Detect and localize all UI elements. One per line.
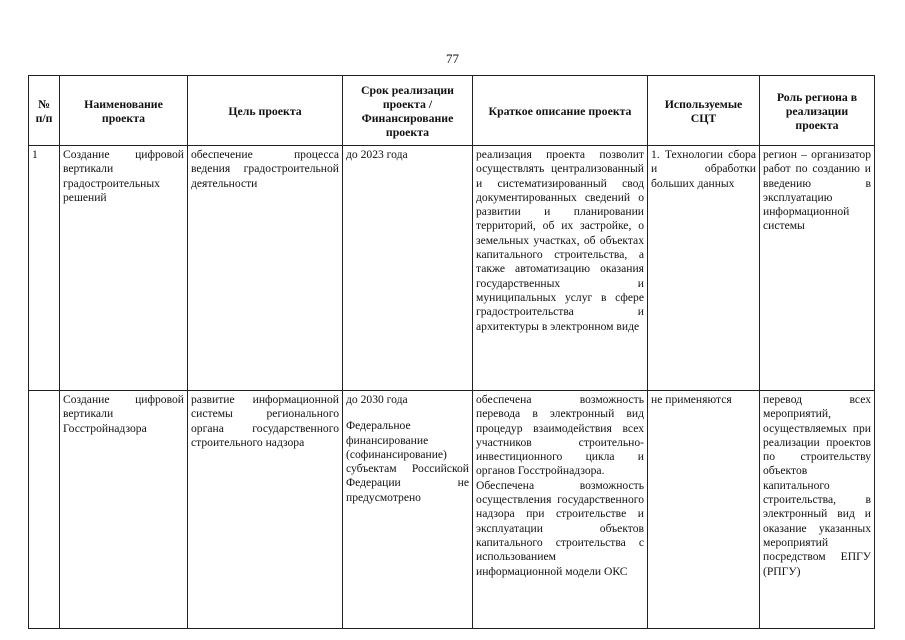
project-term: до 2030 года <box>346 393 408 406</box>
header-term-funding: Срок реализации проекта / Финансирование проекта <box>343 76 473 146</box>
project-goal: развитие информационной системы регионального органа государственного строительного надзора <box>188 391 343 629</box>
table-header-row <box>29 76 875 146</box>
project-description <box>473 391 648 629</box>
table-row <box>29 391 875 629</box>
header-project-name: Наименование проекта <box>60 76 188 146</box>
row-number <box>29 391 60 629</box>
description-paragraph-2: Обеспечена возможность осуществления государственного надзора при строительстве и эксплуатации объектов капитального строительства с использованием информационной модели ОКС <box>476 478 644 578</box>
projects-table <box>28 75 875 629</box>
project-technologies: не применяются <box>648 391 760 629</box>
region-role: регион – организатор работ по созданию и введению в эксплуатацию информационной системы <box>760 146 875 391</box>
table-row <box>29 146 875 391</box>
project-name: Создание цифровой вертикали Госстройнадзора <box>60 391 188 629</box>
header-region-role: Роль региона в реализации проекта <box>760 76 875 146</box>
project-name: Создание цифровой вертикали градостроительных решений <box>60 146 188 391</box>
page-number: 77 <box>446 51 459 66</box>
region-role: перевод всех мероприятий, осуществляемых при реализации проектов по строительству объектов капитального строительства, в электронный вид и оказание указанных мероприятий посредством ЕПГУ (РПГУ) <box>760 391 875 629</box>
row-number: 1 <box>29 146 60 391</box>
header-technologies: Используемые СЦТ <box>648 76 760 146</box>
project-term: до 2023 года <box>343 146 473 391</box>
header-project-goal: Цель проекта <box>188 76 343 146</box>
project-technologies: 1. Технологии сбора и обработки больших данных <box>648 146 760 391</box>
project-term-funding <box>343 391 473 629</box>
project-funding: Федеральное финансирование (софинансирование) субъектам Российской Федерации не предусмотрено <box>346 419 469 504</box>
project-goal: обеспечение процесса ведения градостроительной деятельности <box>188 146 343 391</box>
description-paragraph-1: обеспечена возможность перевода в электронный вид процедур взаимодействия всех участников строительно-инвестиционного цикла и органов Госстройнадзора. <box>476 393 644 478</box>
header-number: № п/п <box>29 76 60 146</box>
header-description: Краткое описание проекта <box>473 76 648 146</box>
project-description: реализация проекта позволит осуществлять централизованный и систематизированный свод документированных сведений о развитии и планировании территорий, об их застройке, о земельных участках, об объектах капитального строительства, а также автоматизацию оказания государственных и муниципальных услуг в сфере градостроительства и архитектуры в электронном виде <box>473 146 648 391</box>
